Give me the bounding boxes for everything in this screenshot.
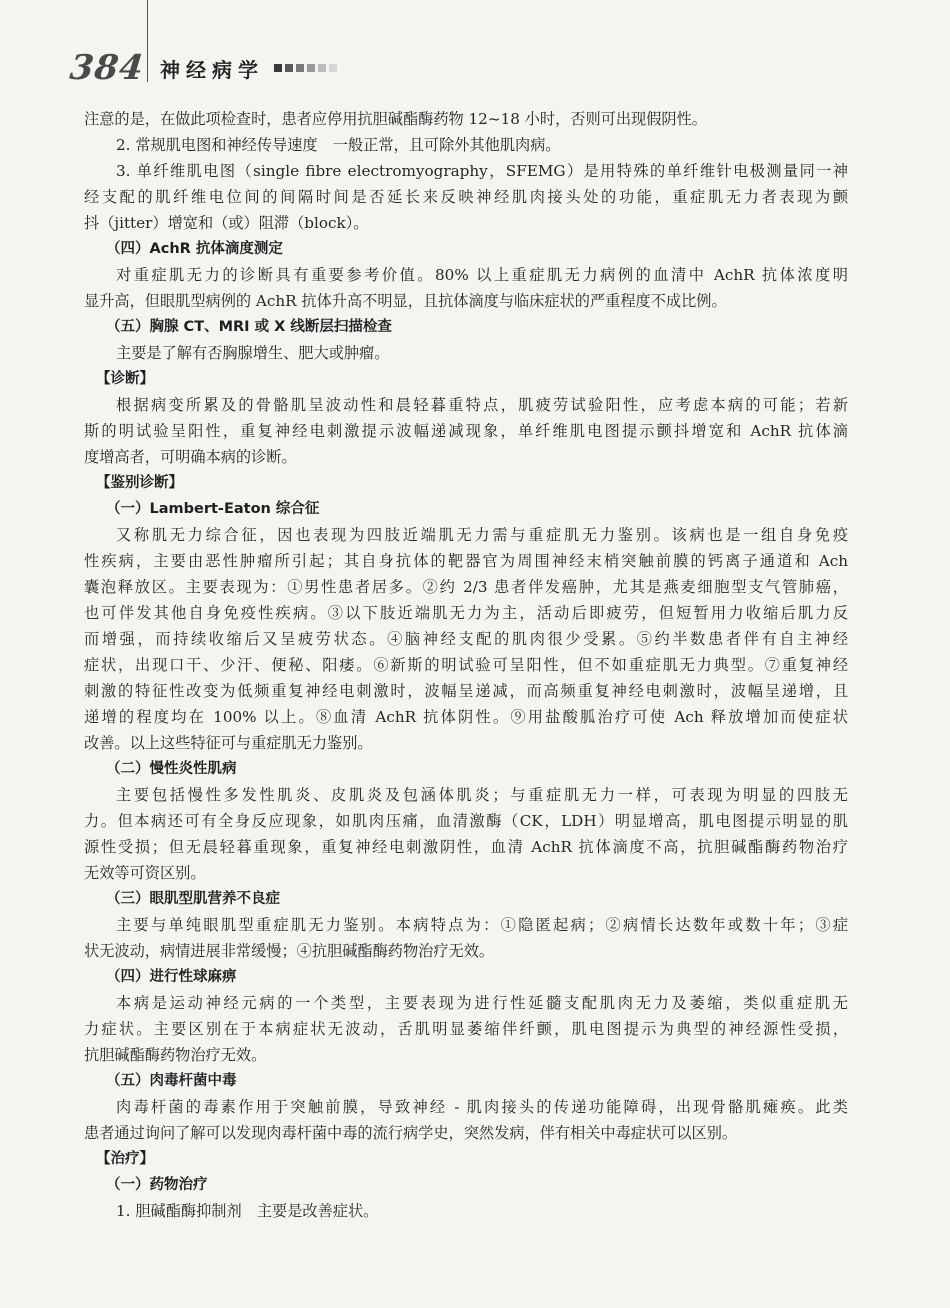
body-text-line: 囊泡释放区。主要表现为：①男性患者居多。②约 2/3 患者伴发癌肿，尤其是燕麦细胞型支气管肺癌， [84, 578, 848, 596]
body-text-line: 状无波动，病情进展非常缓慢；④抗胆碱酯酶药物治疗无效。 [84, 942, 495, 960]
header-square [274, 64, 282, 72]
body-text-line: 3. 单纤维肌电图（single fibre electromyography，SFEMG）是用特殊的单纤维针电极测量同一神 [116, 162, 848, 180]
header-square [285, 64, 293, 72]
chapter-subheading: 【治疗】 [96, 1151, 154, 1167]
body-text-line: 经支配的肌纤维电位间的间隔时间是否延长来反映神经肌肉接头处的功能，重症肌无力者表现为颤 [84, 188, 848, 206]
body-text-line: 根据病变所累及的骨骼肌呈波动性和晨轻暮重特点，肌疲劳试验阳性，应考虑本病的可能；若新 [116, 396, 848, 414]
decorative-squares [274, 64, 337, 72]
body-text-line: 肉毒杆菌的毒素作用于突触前膜，导致神经 - 肌肉接头的传递功能障碍，出现骨骼肌瘫痪。此类 [116, 1098, 848, 1116]
header-square [296, 64, 304, 72]
body-text-line: 主要是了解有否胸腺增生、肥大或肿瘤。 [116, 344, 390, 362]
body-text-line: 抗胆碱酯酶药物治疗无效。 [84, 1046, 267, 1064]
body-text-line: 力。但本病还可有全身反应现象，如肌肉压痛，血清激酶（CK，LDH）明显增高，肌电图提示明显的肌 [84, 812, 848, 830]
body-text-line: 无效等可资区别。 [84, 864, 206, 882]
chapter-subheading: 【诊断】 [96, 371, 154, 387]
body-text-line: 力症状。主要区别在于本病症状无波动，舌肌明显萎缩伴纤颤，肌电图提示为典型的神经源性受损， [84, 1020, 848, 1038]
body-text-line: 本病是运动神经元病的一个类型，主要表现为进行性延髓支配肌肉无力及萎缩，类似重症肌无 [116, 994, 848, 1012]
section-heading: （二）慢性炎性肌病 [106, 761, 237, 777]
body-text-line: 患者通过询问了解可以发现肉毒杆菌中毒的流行病学史，突然发病，伴有相关中毒症状可以区别。 [84, 1124, 738, 1142]
body-text-line: 症状，出现口干、少汗、便秘、阳痿。⑥新斯的明试验可呈阳性，但不如重症肌无力典型。⑦重复神经 [84, 656, 848, 674]
section-heading: （四）AchR 抗体滴度测定 [106, 241, 283, 257]
page-header [67, 46, 337, 90]
body-text-line: 度增高者，可明确本病的诊断。 [84, 448, 297, 466]
section-heading: （五）肉毒杆菌中毒 [106, 1073, 237, 1089]
body-text-line: 斯的明试验呈阳性，重复神经电刺激提示波幅递减现象，单纤维肌电图提示颤抖增宽和 AchR 抗体滴 [84, 422, 848, 440]
page-body [84, 106, 848, 1224]
body-text-line: 主要包括慢性多发性肌炎、皮肌炎及包涵体肌炎；与重症肌无力一样，可表现为明显的四肢无 [116, 786, 848, 804]
body-text-line: 性疾病，主要由恶性肿瘤所引起；其自身抗体的靶器官为周围神经末梢突触前膜的钙离子通道和 Ach [84, 552, 848, 570]
body-text-line: 也可伴发其他自身免疫性疾病。③以下肢近端肌无力为主，活动后即疲劳，但短暂用力收缩后肌力反 [84, 604, 848, 622]
body-text-line: 源性受损；但无晨轻暮重现象，重复神经电刺激阴性，血清 AchR 抗体滴度不高，抗胆碱酯酶药物治疗 [84, 838, 848, 856]
header-square [318, 64, 326, 72]
section-heading: （三）眼肌型肌营养不良症 [106, 891, 280, 907]
body-text-line: 主要与单纯眼肌型重症肌无力鉴别。本病特点为：①隐匿起病；②病情长达数年或数十年；③症 [116, 916, 848, 934]
header-square [307, 64, 315, 72]
section-heading: （一）药物治疗 [106, 1177, 208, 1193]
body-text-line: 对重症肌无力的诊断具有重要参考价值。80% 以上重症肌无力病例的血清中 AchR 抗体浓度明 [116, 266, 848, 284]
body-text-line: 1. 胆碱酯酶抑制剂 主要是改善症状。 [116, 1202, 379, 1220]
chapter-subheading: 【鉴别诊断】 [96, 475, 183, 491]
header-square [329, 64, 337, 72]
body-text-line: 而增强，而持续收缩后又呈疲劳状态。④脑神经支配的肌肉很少受累。⑤约半数患者伴有自主神经 [84, 630, 848, 648]
book-title: 神经病学 [159, 57, 264, 82]
body-text-line: 2. 常规肌电图和神经传导速度 一般正常，且可除外其他肌肉病。 [116, 136, 561, 154]
section-heading: （一）Lambert-Eaton 综合征 [106, 501, 320, 517]
section-heading: （四）进行性球麻痹 [106, 969, 237, 985]
body-text-line: 显升高，但眼肌型病例的 AchR 抗体升高不明显，且抗体滴度与临床症状的严重程度不成比例。 [84, 292, 727, 310]
body-text-line: 刺激的特征性改变为低频重复神经电刺激时，波幅呈递减，而高频重复神经电刺激时，波幅呈递增，且 [84, 682, 848, 700]
body-text-line: 注意的是，在做此项检查时，患者应停用抗胆碱酯酶药物 12~18 小时，否则可出现假阴性。 [84, 110, 707, 128]
body-text-line: 改善。以上这些特征可与重症肌无力鉴别。 [84, 734, 373, 752]
section-heading: （五）胸腺 CT、MRI 或 X 线断层扫描检查 [106, 319, 392, 335]
body-text-line: 抖（jitter）增宽和（或）阻滞（block）。 [84, 214, 369, 232]
page-number: 384 [67, 48, 147, 88]
body-text-line: 又称肌无力综合征，因也表现为四肢近端肌无力需与重症肌无力鉴别。该病也是一组自身免疫 [116, 526, 848, 544]
body-text-line: 递增的程度均在 100% 以上。⑧血清 AchR 抗体阴性。⑨用盐酸胍治疗可使 Ach 释放增加而使症状 [84, 708, 848, 726]
